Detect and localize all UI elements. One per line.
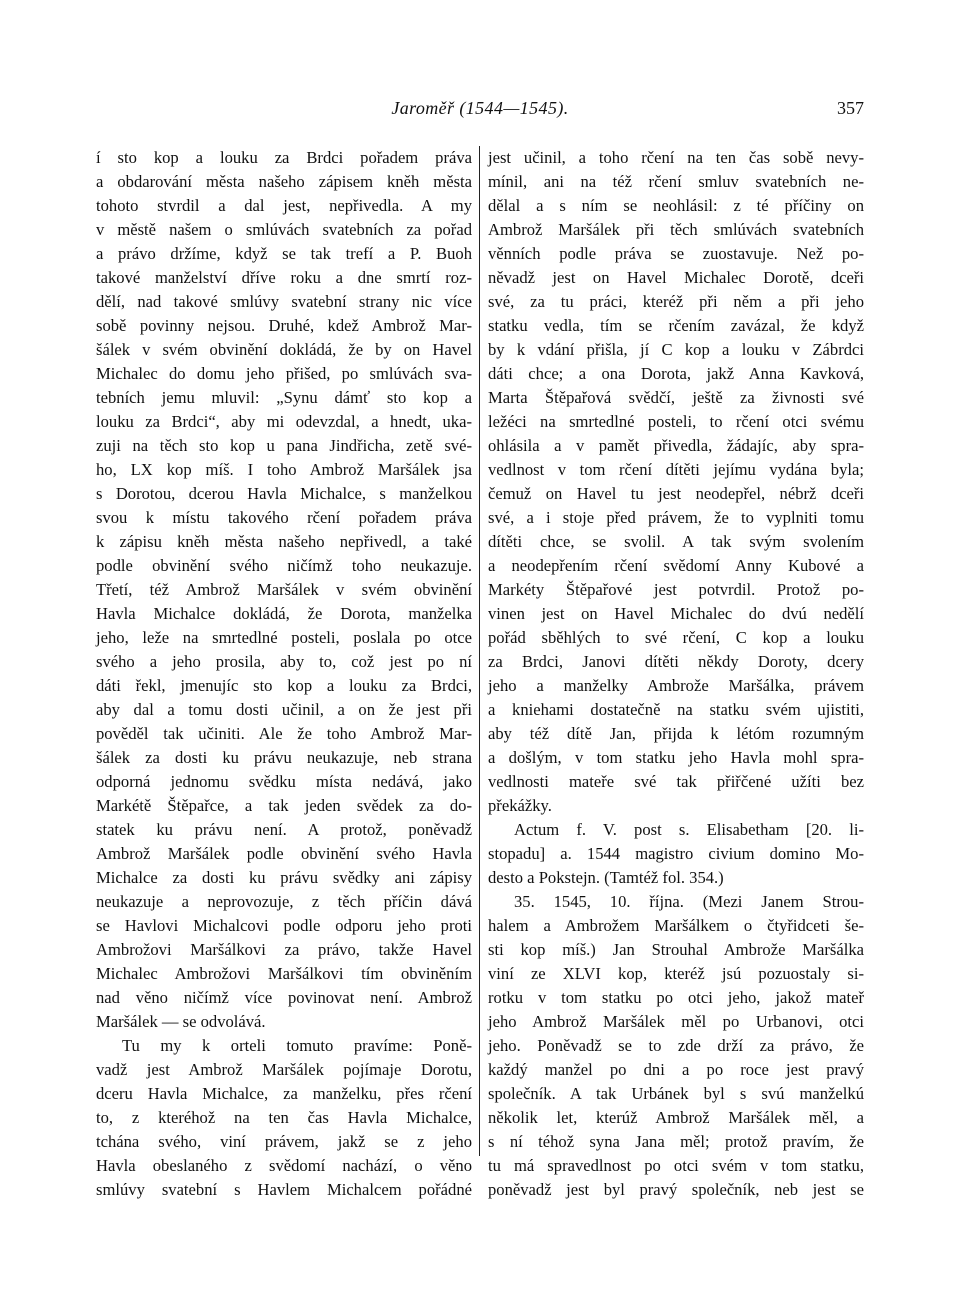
text-line: jeho Ambrož Maršálek měl po Urbanovi, otci <box>488 1012 864 1031</box>
text-line: několik let, kterúž Ambrož Maršálek měl, a <box>488 1108 864 1127</box>
text-line: jest učinil, a toho rčení na ten čas sobě nevy- <box>488 148 864 167</box>
text-line: statku vedla, tím se rčením zavázal, že když <box>488 316 864 335</box>
text-line: halem a Ambrožem Maršálkem o čtyřidceti še- <box>488 916 864 935</box>
text-line: čemuž on Havel tu jest neodepřel, nébrž dceři <box>488 484 864 503</box>
text-line: šálek za dosti ku právu neukazuje, neb strana <box>96 748 472 767</box>
text-line: dítěti chce, se svolil. A tak svým svolením <box>488 532 864 551</box>
text-line: rotku v tom statku po otci jeho, jakož mateř <box>488 988 864 1007</box>
text-line: Ambrož Maršálek při těch smlúvách svatebních <box>488 220 864 239</box>
text-line: Michalec Ambrožovi Maršálkovi tím obviněním <box>96 964 472 983</box>
text-line: vadž jest Ambrož Maršálek pojímaje Dorotu, <box>96 1060 472 1079</box>
text-line: mínil, ani na též rčení smluv svatebních ne- <box>488 172 864 191</box>
text-line: Havla Michalce dokládá, že Dorota, manželka <box>96 604 472 623</box>
text-line: dáti řekl, jmenujíc sto kop a louku za Brdci, <box>96 676 472 695</box>
text-line: ležéci na smrtedlné posteli, to rčení otci svému <box>488 412 864 431</box>
text-line: zuji na těch sto kop u pana Jindřicha, zetě své- <box>96 436 472 455</box>
text-line: tchána svého, viní právem, jakž se z jeho <box>96 1132 472 1151</box>
text-line: překážky. <box>488 796 552 815</box>
text-line: a právo držíme, když se tak trefí a P. Buoh <box>96 244 472 263</box>
text-line: pořád sběhlých to své rčení, C kop a louku <box>488 628 864 647</box>
text-line: dceru Havla Michalce, za manželku, přes rčení <box>96 1084 472 1103</box>
text-line: dělí, nad takové smlúvy svatební strany nic více <box>96 292 472 311</box>
text-line: Michalec do domu jeho přišed, po smlúvách sva- <box>96 364 472 383</box>
text-line: podle obvinění svého ničímž toho neukazuje. <box>96 556 472 575</box>
text-line: sti kop míš.) Jan Strouhal Ambrože Maršálka <box>488 940 864 959</box>
text-line: své, za tu práci, kteréž při něm a při jeho <box>488 292 864 311</box>
text-line: vedlnost v tom rčení dítěti jejímu vydána byla; <box>488 460 864 479</box>
text-line: Tu my k orteli tomuto pravíme: Poně- <box>122 1036 472 1055</box>
text-line: aby též dítě Jan, přijda k létóm rozumným <box>488 724 864 743</box>
text-line: aby dal a tomu dosti učinil, a on že jest při <box>96 700 472 719</box>
text-line: poněvadž jest byl pravý společník, neb jest se <box>488 1180 864 1199</box>
text-line: společník. A tak Urbánek byl s svú manželkú <box>488 1084 864 1103</box>
text-line: s Dorotou, dcerou Havla Michalce, s manželkou <box>96 484 472 503</box>
text-line: šálek v svém obvinění dokládá, že by on Havel <box>96 340 472 359</box>
text-line: Markétě Štěpařce, a tak jeden svědek za do- <box>96 796 472 815</box>
text-line: Maršálek — se odvolává. <box>96 1012 266 1031</box>
text-line: Marta Štěpařová svědčí, ještě za živnosti své <box>488 388 864 407</box>
text-line: v městě našem o smlúvách svatebních za pořad <box>96 220 472 239</box>
text-line: Ambrožovi Maršálkovi za právo, takže Havel <box>96 940 472 959</box>
column-divider <box>479 146 480 1156</box>
text-line: desto a Pokstejn. (Tamtéž fol. 354.) <box>488 868 724 887</box>
text-line: odporná jednomu svědku místa nedává, jako <box>96 772 472 791</box>
text-line: í sto kop a louku za Brdci pořadem práva <box>96 148 472 167</box>
text-line: svého a jeho prosila, aby to, což jest po ní <box>96 652 472 671</box>
text-line: a došlým, v tom statku jeho Havla mohl spra- <box>488 748 864 767</box>
page-number: 357 <box>837 98 864 118</box>
left-column <box>96 146 472 1202</box>
text-line: takové manželství dříve roku a dne smrtí roz- <box>96 268 472 287</box>
text-line: smlúvy svatební s Havlem Michalcem pořádné <box>96 1180 472 1199</box>
text-line: dáti chce; a ona Dorota, jakž Anna Kavková, <box>488 364 864 383</box>
text-line: každý manžel po dni a po roce jest pravý <box>488 1060 864 1079</box>
page-header <box>96 98 864 126</box>
text-line: by k vdání přišla, jí C kop a louku v Zábrdci <box>488 340 864 359</box>
text-line: nad věno ničímž více povinovat není. Ambrož <box>96 988 472 1007</box>
text-line: neukazuje a neprovozuje, z těch příčin dává <box>96 892 472 911</box>
text-line: vinen jest on Havel Michalec do dvú nedělí <box>488 604 864 623</box>
text-line: to, z kteréhož na ten čas Havla Michalce, <box>96 1108 472 1127</box>
text-line: tebních jemu mluvil: „Synu dámť sto kop a <box>96 388 472 407</box>
text-line: věnních podle práva se zuostavuje. Než po- <box>488 244 864 263</box>
text-line: k zápisu kněh města našeho nepřivedl, a také <box>96 532 472 551</box>
text-line: a kniehami dostatečně na statku svém ujistiti, <box>488 700 864 719</box>
text-line: 35. 1545, 10. října. (Mezi Janem Strou- <box>514 892 864 911</box>
text-line: jeho, leže na smrtedlné posteli, poslala po otce <box>96 628 472 647</box>
text-line: za Brdci, Janovi dítěti někdy Doroty, dcery <box>488 652 864 671</box>
text-line: Třetí, též Ambrož Maršálek v svém obvinění <box>96 580 472 599</box>
text-line: se Havlovi Michalcovi podle odporu jeho proti <box>96 916 472 935</box>
text-line: tu má spravedlnost po otci svém v tom statku, <box>488 1156 864 1175</box>
text-line: viní ze XLVI kop, kteréž jsú pozuostaly si- <box>488 964 864 983</box>
text-line: Ambrož Maršálek podle obvinění svého Havla <box>96 844 472 863</box>
running-title: Jaroměř (1544—1545). <box>391 98 569 118</box>
text-line: Michalce za dosti ku právu svědky ani zápisy <box>96 868 472 887</box>
text-line: tohoto stvrdil a dal jest, nepřivedla. A my <box>96 196 472 215</box>
text-line: jeho. Poněvadž se to zde drží za právo, že <box>488 1036 864 1055</box>
text-line: něvadž jest on Havel Michalec Dorotě, dceři <box>488 268 864 287</box>
text-line: své, a i stoje před právem, že to vyplniti tomu <box>488 508 864 527</box>
text-line: Havla obeslaného z svědomí nachází, o věno <box>96 1156 472 1175</box>
text-line: statek ku právu není. A protož, poněvadž <box>96 820 472 839</box>
text-line: svou k místu takového rčení pořadem práva <box>96 508 472 527</box>
text-line: dělal a s ním se neohlásil: z té příčiny on <box>488 196 864 215</box>
right-column <box>488 146 864 1202</box>
text-line: a neodepřením rčení svědomí Anny Kubové a <box>488 556 864 575</box>
text-line: jeho a manželky Ambrože Maršálka, právem <box>488 676 864 695</box>
text-line: ohlásila a v pamět přivedla, žádajíc, aby spra- <box>488 436 864 455</box>
text-line: s ní téhož syna Jana měl; protož pravím, že <box>488 1132 864 1151</box>
text-line: vedlnosti mateře své tak přiřčené užíti bez <box>488 772 864 791</box>
text-line: Markéty Štěpařové jest potvrdil. Protož po- <box>488 580 864 599</box>
text-line: Actum f. V. post s. Elisabetham [20. li- <box>514 820 864 839</box>
text-line: pověděl tak učiniti. Ale že toho Ambrož Mar- <box>96 724 472 743</box>
text-line: sobě povinny nejsou. Druhé, kdež Ambrož Mar- <box>96 316 472 335</box>
text-line: ho, LX kop míš. I toho Ambrož Maršálek jsa <box>96 460 472 479</box>
text-line: stopadu] a. 1544 magistro civium domino Mo- <box>488 844 864 863</box>
text-line: a obdarování města našeho zápisem kněh města <box>96 172 472 191</box>
text-line: louku za Brdci“, aby mi odevzdal, a hnedt, uka- <box>96 412 472 431</box>
